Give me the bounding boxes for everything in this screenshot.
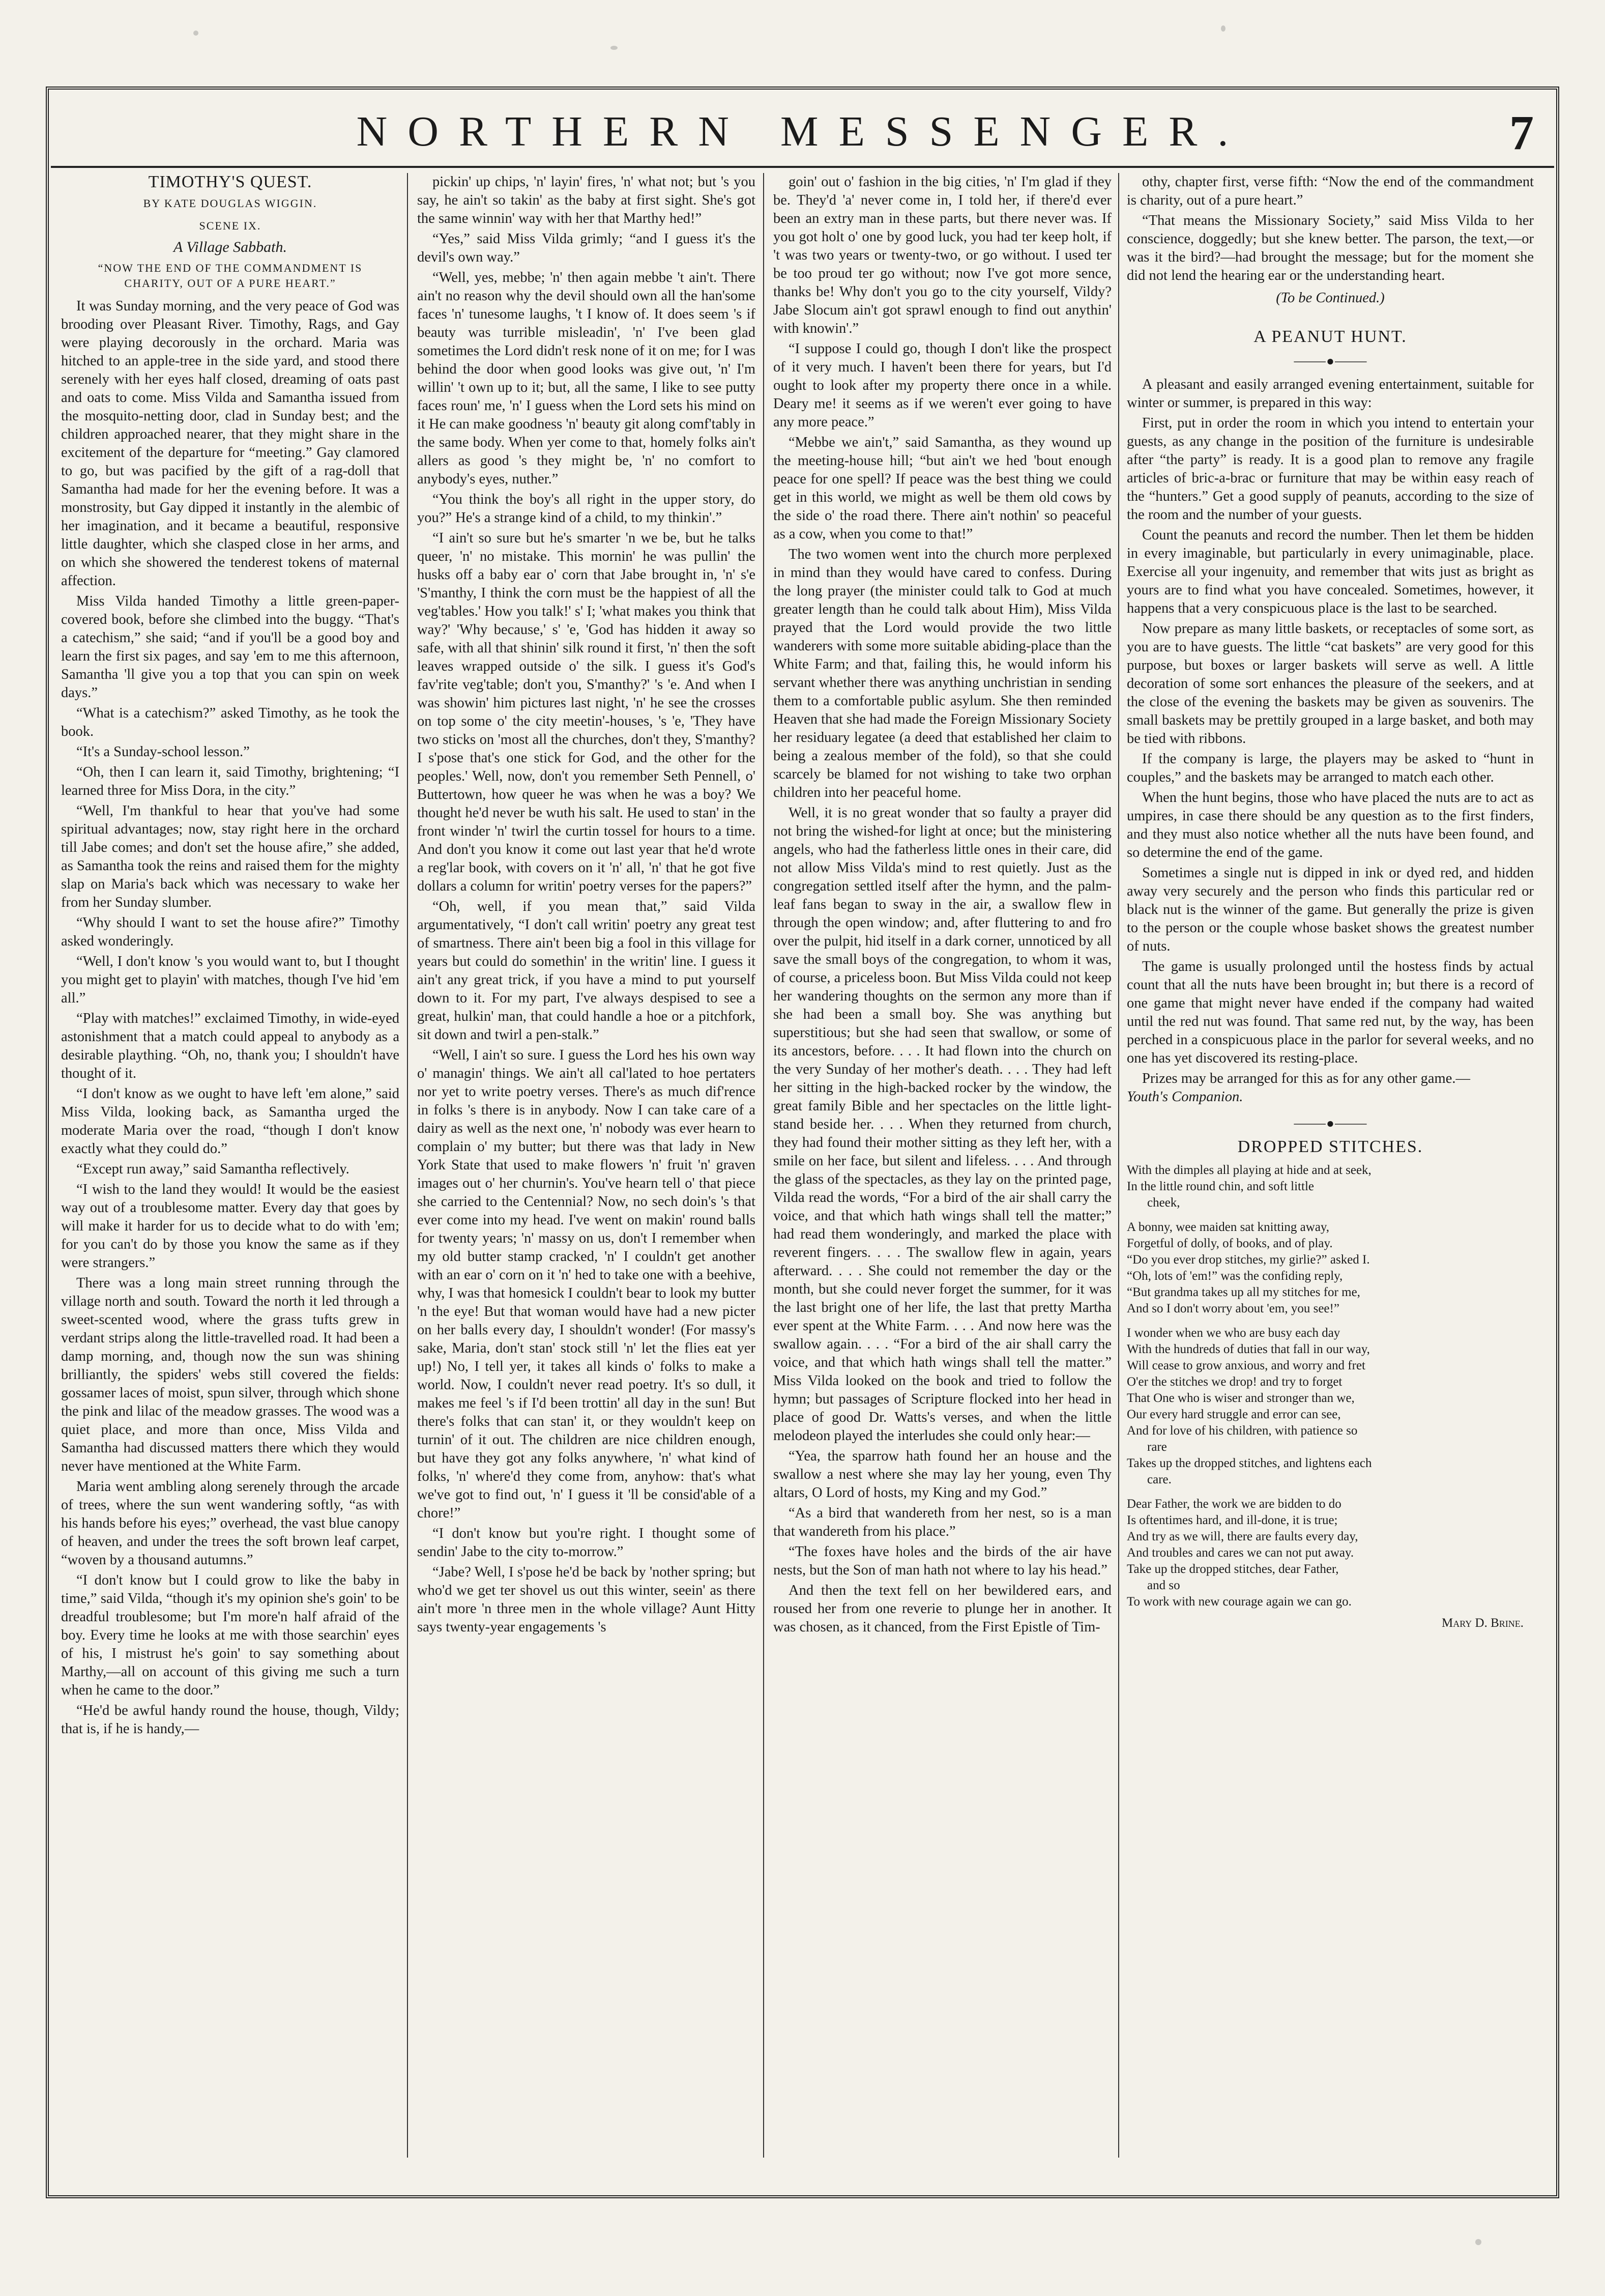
poem-line: And troubles and cares we can not put away. <box>1127 1546 1354 1560</box>
poem-line: Take up the dropped stitches, dear Father, <box>1127 1562 1339 1576</box>
poem-line: With the dimples all playing at hide and at seek, <box>1127 1163 1371 1177</box>
paragraph: “That means the Missionary Society,” said Miss Vilda to her conscience, doggedly; but she knew better. The parson, the text,—or was it the bird?—had brought the message; but for the moment she did not lend the hearing ear or the understanding heart. <box>1127 213 1534 283</box>
paragraph: “Well, I don't know 's you would want to, but I thought you might get to playin' with matches, though I've hid 'em all.” <box>61 954 399 1006</box>
poem-line: “Do you ever drop stitches, my girlie?” asked I. <box>1127 1253 1370 1267</box>
poem-line: O'er the stitches we drop! and try to forget <box>1127 1375 1343 1389</box>
poem-line: Takes up the dropped stitches, and lightens each <box>1127 1456 1372 1470</box>
paragraph: goin' out o' fashion in the big cities, 'n' I'm glad if they be. They'd 'a' never come in, I told her, if there'd ever been an extry man in these parts, but there never was. If you got holt o' one by good luck, you had ter keep holt, if 't was two years or twenty-two, or go without. I used ter be too proud ter go without; now I've got more sence, thanks be! Why don't you go to the city yourself, Vildy? Jabe Slocum ain't got sprawl enough to find out anythin' with knowin'.” <box>773 174 1112 336</box>
poem-line: And try as we will, there are faults every day, <box>1127 1530 1358 1543</box>
column-1-text <box>61 297 399 1738</box>
paragraph: “Play with matches!” exclaimed Timothy, in wide-eyed astonishment that a match could appeal to anybody as a desirable plaything. “Oh, no, thank you; I shouldn't have thought of it. <box>61 1011 399 1081</box>
paragraph: There was a long main street running through the village north and south. Toward the north it led through a sweet-scented wood, where the grass tufts grew in verdant strips along the little-travelled road. It had been a damp morning, and, though now the sun was shining brilliantly, the spiders' webs still covered the fields: gossamer laces of moist, spun silver, through which shone the pink and lilac of the meadow grasses. The wood was a quiet place, and more than once, Miss Vilda and Samantha had discussed matters there which they would never have mentioned at the White Farm. <box>61 1275 399 1474</box>
paragraph: “Jabe? Well, I s'pose he'd be back by 'nother spring; but who'd we get ter shovel us out this winter, seein' as there ain't more 'n three men in the whole village? Aunt Hitty says twenty-year engagements 's <box>417 1564 755 1635</box>
column-4-text <box>1127 173 1534 285</box>
story-title: TIMOTHY'S QUEST. <box>148 173 312 191</box>
poem-line: cheek, <box>1147 1196 1180 1210</box>
paragraph: And then the text fell on her bewildered ears, and roused her from one reverie to plunge her in another. It was chosen, as it chanced, from the First Epistle of Tim- <box>773 1583 1112 1635</box>
paragraph: “Why should I want to set the house afire?” Timothy asked wonderingly. <box>61 915 399 949</box>
paragraph: “Well, yes, mebbe; 'n' then again mebbe 't ain't. There ain't no reason why the devil should own all the han'some faces 'n' tunesome laughs, 't I know of. It does seem 's if beauty was turrible misleadin', 'n' I've been glad sometimes the Lord didn't resk none of it on me; for I was behind the door when good looks was give out, 'n' I'm willin' 't own up to it; but, all the same, I like to see putty faces roun' me, 'n' I guess when the Lord sets his mind on it He can make goodness 'n' beauty git along comf'tably in the same body. When yer come to that, homely folks ain't allers as good 's they might be, 'n' no comfort to anybody's eyes, nuther.” <box>417 270 755 487</box>
paper-speck <box>1221 25 1225 32</box>
paragraph: It was Sunday morning, and the very peace of God was brooding over Pleasant River. Timothy, Rags, and Gay were playing decorously in the orchard. Maria was hitched to an apple-tree in the side yard, and stood there serenely with her eyes half closed, dreaming of oats past and oats to come. Miss Vilda and Samantha issued from the mosquito-netting door, clad in Sunday best; and the children approached nearer, that they might share in the excitement of the departure for “meeting.” Gay clamored to go, but was pacified by the gift of a rag-doll that Samantha had made for her the evening before. It was a monstrosity, but Gay dipped it instantly in the alembic of her imagination, and it became a beautiful, responsive little daughter, which she clasped close in her arms, and on which she showered the tenderest tokens of maternal affection. <box>61 298 399 589</box>
paragraph: “It's a Sunday-school lesson.” <box>76 744 250 760</box>
column-1 <box>61 173 399 1740</box>
poem-line: “Oh, lots of 'em!” was the confiding reply, <box>1127 1269 1343 1283</box>
newspaper-title: NORTHERN MESSENGER. <box>356 108 1249 155</box>
paragraph: “I don't know but you're right. I thought some of sendin' Jabe to the city to-morrow.” <box>417 1526 755 1560</box>
poem-line: and so <box>1147 1578 1180 1592</box>
paragraph: “As a bird that wandereth from her nest, so is a man that wandereth from his place.” <box>773 1505 1112 1539</box>
column-4 <box>1127 173 1534 1632</box>
paragraph: “I suppose I could go, though I don't like the prospect of it very much. I haven't been there for years, but I'd ought to look after my property there once in a while. Deary me! it seems as if we weren't ever going to have any more peace.” <box>773 341 1112 430</box>
column-3-text <box>773 173 1112 1637</box>
poem-line: With the hundreds of duties that fall in our way, <box>1127 1342 1370 1356</box>
divider-ornament: ⸻●⸻ <box>1293 354 1367 368</box>
masthead <box>51 92 1554 168</box>
poem-lines <box>1127 1162 1534 1610</box>
paper-speck <box>610 46 618 50</box>
paragraph: “Well, I'm thankful to hear that you've had some spiritual advantages; now, stay right here in the orchard till Jabe comes; and don't set the house afire,” she added, as Samantha took the reins and raised them for the mighty slap on Maria's back which was necessary to wake her from her Sunday slumber. <box>61 803 399 910</box>
paragraph: “I ain't so sure but he's smarter 'n we be, but he talks queer, 'n' no mistake. This mornin' he was pullin' the husks off a baby ear o' corn that Jabe brought in, 'n' s'e 'S'manthy, I think the corn must be the happiest of all the veg'tables.' How you talk!' s' I; 'what makes you think that way?' 'Why because,' s' 'e, 'God has hidden it away so safe, with all that shinin' silk round it first, 'n' then the soft leaves wrapped outside o' the silk. I guess it's God's fav'rite veg'table; don't you, S'manthy?' 's 'e. And when I was showin' him pictures last night, 'n' he see the crosses on top some o' the city meetin'-houses, 's 'e, 'They have two sticks on 'most all the churches, don't they, S'manthy? I s'pose that's one stick for God, and the other for the peoples.' Well, now, don't you remember Seth Pennell, o' Buttertown, how queer he was when he was a boy? We thought he'd never be wuth his salt. He used to stan' in the front winder 'n' twirl the curtin tossel for hours to a time. And don't you know it come out last year that he'd wrote a reg'lar book, with covers on it 'n' all, 'n' that he got five dollars a column for writin' poetry verses for the papers?” <box>417 530 755 894</box>
column-rule <box>1118 173 1119 2158</box>
column-2-text <box>417 173 755 1637</box>
poem-line: care. <box>1147 1473 1172 1486</box>
paragraph: Now prepare as many little baskets, or receptacles of some sort, as you are to have guests. The little “cat baskets” are very good for this purpose, but boxes or larger baskets will serve as well. A little decoration of some sort enhances the pleasure of the seekers, and at the close of the evening the baskets may be given as souvenirs. The small baskets may be prettily grouped in a large basket, and both may be tied with ribbons. <box>1127 621 1534 747</box>
paragraph: “What is a catechism?” asked Timothy, as he took the book. <box>61 705 399 739</box>
paragraph: pickin' up chips, 'n' layin' fires, 'n' what not; but 's you say, he ain't so takin' as the baby at first sight. She's got the same winnin' way with her that Marthy hed!” <box>417 174 755 226</box>
paragraph: When the hunt begins, those who have placed the nuts are to act as umpires, in case there should be any question as to the first finders, and they must also notice whether all the nuts have been found, and so determine the end of the game. <box>1127 790 1534 860</box>
poem-line: A bonny, wee maiden sat knitting away, <box>1127 1220 1330 1234</box>
column-3 <box>773 173 1112 1639</box>
poem-line: In the little round chin, and soft little <box>1127 1180 1314 1193</box>
paragraph: “Mebbe we ain't,” said Samantha, as they wound up the meeting-house hill; “but ain't we hed 'bout enough peace for one spell? If peace was the best thing we could get in this world, we might as well be them old cows by the side o' the road there. There ain't nothin' so peaceful as a cow, when you come to that!” <box>773 435 1112 542</box>
paper-speck <box>193 31 198 36</box>
paragraph: “I don't know but I could grow to like the baby in time,” said Vilda, “though it's my opinion she's goin' to be dreadful troublesome; but I'm more'n half afraid of the boy. Every time he looks at me with those searchin' eyes of his, I mistrust he's goin' to say something about Marthy,—all on account of this giving me such a turn when he came to the door.” <box>61 1572 399 1698</box>
epigraph: “NOW THE END OF THE COMMANDMENT IS CHARITY, OUT OF A PURE HEART.” <box>98 262 363 290</box>
paper-speck <box>1475 2239 1481 2245</box>
paragraph: Sometimes a single nut is dipped in ink or dyed red, and hidden away very securely and the person who finds this particular red or black nut is the winner of the game. But generally the prize is given to the person or the couple whose basket shows the greatest number of nuts. <box>1127 865 1534 954</box>
to-be-continued: (To be Continued.) <box>1276 290 1385 306</box>
paragraph: The two women went into the church more perplexed in mind than they would have cared to confess. During the long prayer (the minister could talk to God at much greater length than he could talk about Him), Miss Vilda prayed that the Lord would provide the two little wanderers with some more suitable abiding-place than the White Farm; and that, failing this, he would inform his servant whether there was anything unchristian in sending them to a comfortable public asylum. She then reminded Heaven that she had made the Foreign Missionary Society her residuary legatee (a deed that established her claim to being a zealous member of the fold), so that she could scarcely be blamed for not wishing to take two orphan children into her peaceful home. <box>773 547 1112 800</box>
poem-line: And for love of his children, with patience so <box>1127 1424 1358 1438</box>
page-number: 7 <box>1509 105 1534 160</box>
peanut-hunt-text <box>1127 376 1534 1088</box>
scene-subtitle: A Village Sabbath. <box>173 239 287 255</box>
paragraph: othy, chapter first, verse fifth: “Now the end of the commandment is charity, out of a pure heart.” <box>1127 174 1534 208</box>
paragraph: Maria went ambling along serenely through the arcade of trees, where the sun went wandering softly, “as with his hands before his eyes;” overhead, the vast blue canopy of heaven, and under the trees the soft brown leaf carpet, “woven by a thousand autumns.” <box>61 1479 399 1568</box>
poem-line: rare <box>1147 1440 1167 1454</box>
poem-line: I wonder when we who are busy each day <box>1127 1326 1340 1340</box>
paragraph: “You think the boy's all right in the upper story, do you?” He's a strange kind of a child, to my thinkin'.” <box>417 492 755 526</box>
poem-line: Dear Father, the work we are bidden to do <box>1127 1497 1341 1511</box>
paragraph: “Well, I ain't so sure. I guess the Lord hes his own way o' managin' things. We ain't all cal'lated to hoe pertaters nor yet to write poetry verses. There's as much dif'rence in folks 's there is in anybody. Now I can take care of a dairy as well as the next one, 'n' nobody was ever hearn to complain o' my butter; but there was that lady in New York State that used to make flowers 'n' fruit 'n' graven images out o' her churnin's. You've hearn tell o' that piece she carried to the Centennial? Now, no sech doin's 's that ever come into my head. I've went on makin' round balls for twenty years; 'n' massy on us, don't I remember when my old butter stamp cracked, 'n' I couldn't get another with an ear o' corn on it 'n' hed to take one with a beehive, why, I was that homesick I couldn't bear to look my butter 'n the eye! But that woman would have had a new picter on her balls every day, I shouldn't wonder! (For massy's sake, Maria, don't stan' stock still 'n' let the flies eat yer up!) No, I tell yer, it takes all kinds o' folks to make a world. Now, I couldn't never read poetry. It's so dull, it makes me feel 's if I'd been trottin' all day in the sun! But there's folks that can stan' it, or they wouldn't keep on turnin' of it out. The children are nice children enough, but have they got any folks anywhere, 'n' what kind of folks, 'n' where'd they come from, anyhow: that's what we've got to find out, 'n' I guess it 'll be consid'able of a chore!” <box>417 1047 755 1521</box>
poem-line: Our every hard struggle and error can see, <box>1127 1408 1341 1421</box>
column-2 <box>417 173 755 1639</box>
paragraph: If the company is large, the players may be asked to “hunt in couples,” and the baskets may be arranged to match each other. <box>1127 751 1534 785</box>
column-rule <box>407 173 408 2158</box>
paragraph: “Oh, well, if you mean that,” said Vilda argumentatively, “I don't call writin' poetry any great test of smartness. There ain't been big a fool in this village for years but could do somethin' in the writin' line. I guess it ain't any great trick, if you have a mind to put yourself down to it. For my part, I've always despised to see a great, hulkin' man, that could handle a hoe or a pitchfork, sit down and twirl a pen-stalk.” <box>417 899 755 1043</box>
peanut-hunt-title: A PEANUT HUNT. <box>1253 327 1407 346</box>
paragraph: First, put in order the room in which you intend to entertain your guests, as any change in the position of the furniture is undesirable after “the party” is ready. It is a good plan to remove any fragile articles of bric-a-brac or furniture that may be within easy reach of the “hunters.” Get a good supply of peanuts, according to the size of the room and the number of your guests. <box>1127 415 1534 523</box>
scene-heading: SCENE IX. <box>199 219 261 232</box>
paragraph: Well, it is no great wonder that so faulty a prayer did not bring the wished-for light at once; but the ministering angels, who had the fatherless little ones in their care, did not allow Miss Vilda's mind to rest quietly. Just as the congregation settled itself after the hymn, and the palm-leaf fans began to sway in the air, a swallow flew in through the open window; and, after fluttering to and fro over the pulpit, hid itself in a dark corner, unnoticed by all save the small boys of the congregation, to whom it was, of course, a priceless boon. But Miss Vilda could not keep her wandering thoughts on the sermon any more than if she had been a small boy. She was anything but superstitious; but she had seen that swallow, or some of its ancestors, before. . . . It had flown into the church on the very Sunday of her mother's death. . . . They had left her sitting in the high-backed rocker by the window, the great family Bible and her spectacles on the little light-stand beside her. . . . When they returned from church, they had found their mother sitting as they left her, with a smile on her face, but silent and lifeless. . . . And through the glass of the spectacles, as they lay on the printed page, Vilda read the words, “For a bird of the air shall carry the voice, and that which hath wings shall tell the matter;” had read them wonderingly, and marked the place with reverent fingers. . . . The swallow flew in again, years afterward. . . . She could not remember the day or the month, but she could never forget the summer, for it was the last bright one of her life, the last that pretty Martha ever spent at the White Farm. . . . And now here was the swallow again. . . . “For a bird of the air shall carry the voice, and that which hath wings shall tell the matter.” Miss Vilda looked on the book and tried to follow the hymn; but passages of Scripture flocked into her head in place of good Dr. Watts's verses, and when the little melodeon played the interludes she could only hear:— <box>773 805 1112 1444</box>
paragraph: “He'd be awful handy round the house, though, Vildy; that is, if he is handy,— <box>61 1703 399 1737</box>
poem-line: Forgetful of dolly, of books, and of play. <box>1127 1237 1333 1250</box>
poem-line: Will cease to grow anxious, and worry and fret <box>1127 1359 1365 1372</box>
divider-ornament: ⸻●⸻ <box>1293 1116 1367 1131</box>
poem-author: Mary D. Brine. <box>1442 1616 1524 1630</box>
paragraph: “The foxes have holes and the birds of the air have nests, but the Son of man hath not where to lay his head.” <box>773 1544 1112 1578</box>
paragraph: The game is usually prolonged until the hostess finds by actual count that all the nuts have been brought in; but there is a record of one game that might never have ended if the company had waited until the red nut was found. That same red nut, by the way, has been perched in a conspicuous place in the parlor for several weeks, and no one has yet discovered its resting-place. <box>1127 959 1534 1066</box>
paragraph: “Oh, then I can learn it, said Timothy, brightening; “I learned three for Miss Dora, in the city.” <box>61 764 399 798</box>
paragraph: Count the peanuts and record the number. Then let them be hidden in every imaginable, but particularly in every unimaginable, place. Exercise all your ingenuity, and remember that wits just as bright as yours are to find what you have concealed. Sometimes, however, it happens that a very conspicuous place is the last to be searched. <box>1127 527 1534 616</box>
peanut-hunt-source: Youth's Companion. <box>1127 1089 1243 1105</box>
paragraph: “I don't know as we ought to have left 'em alone,” said Miss Vilda, looking back, as Samantha urged the moderate Maria over the road, “though I don't know exactly what they could do.” <box>61 1086 399 1157</box>
poem-line: “But grandma takes up all my stitches for me, <box>1127 1285 1360 1299</box>
paragraph: “Yea, the sparrow hath found her an house and the swallow a nest where she may lay her young, even Thy altars, O Lord of hosts, my King and my God.” <box>773 1448 1112 1501</box>
paragraph: “I wish to the land they would! It would be the easiest way out of a troublesome matter. Every day that goes by will make it harder for us to decide what to do with 'em; for you can't do by those you know the same as if they were strangers.” <box>61 1182 399 1271</box>
poem-line: And so I don't worry about 'em, you see!” <box>1127 1302 1339 1315</box>
paragraph: Prizes may be arranged for this as for any other game.— <box>1142 1071 1470 1086</box>
story-byline: BY KATE DOUGLAS WIGGIN. <box>143 197 317 210</box>
poem-line: To work with new courage again we can go. <box>1127 1595 1352 1609</box>
poem-line: That One who is wiser and stronger than we, <box>1127 1391 1355 1405</box>
column-rule <box>763 173 764 2158</box>
paragraph: “Yes,” said Miss Vilda grimly; “and I guess it's the devil's own way.” <box>417 231 755 265</box>
poem-title: DROPPED STITCHES. <box>1237 1137 1423 1156</box>
poem-line: Is oftentimes hard, and ill-done, it is true; <box>1127 1513 1338 1527</box>
paragraph: Miss Vilda handed Timothy a little green-paper-covered book, before she climbed into the buggy. “That's a catechism,” she said; “and if you'll be a good boy and learn the first six pages, and say 'em to me this afternoon, Samantha 'll give you a top that you can spin on week days.” <box>61 593 399 701</box>
paragraph: A pleasant and easily arranged evening entertainment, suitable for winter or summer, is prepared in this way: <box>1127 377 1534 411</box>
paragraph: “Except run away,” said Samantha reflectively. <box>76 1161 349 1177</box>
